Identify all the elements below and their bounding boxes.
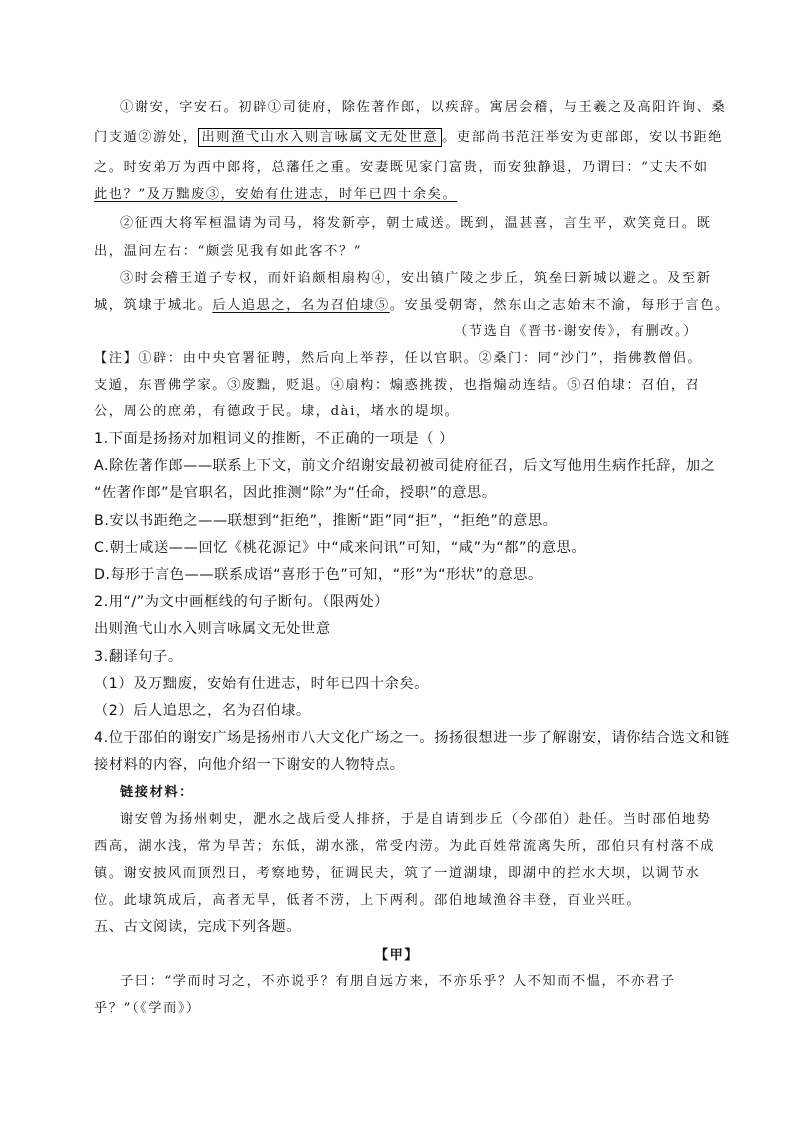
underlined-sentence: 后人追思之，名为召伯埭⑤ [212, 298, 390, 313]
passage-p2-line1: ②征西大将军桓温请为司马，将发新亭，朝士咸送。既到，温甚喜，言生平，欢笑竟日。既 [120, 216, 712, 231]
notes-line1: 【注】①辟：由中央官署征聘，然后向上举荐，任以官职。②桑门：同“沙门”，指佛教僧侣。 [94, 351, 703, 366]
passage-p3-line2 [94, 294, 730, 313]
passage-source: （节选自《晋书·谢安传》，有删改。） [454, 324, 698, 339]
question-1-option-b: B.安以书距绝之——联想到“拒绝”，推断“距”同“拒”，“拒绝”的意思。 [94, 513, 558, 529]
question-4-line2: 接材料的内容，向他介绍一下谢安的人物特点。 [94, 757, 405, 773]
link-material-heading: 链接材料： [120, 785, 194, 800]
question-3: 3.翻译句子。 [94, 649, 183, 665]
question-3-item-2: （2）后人追思之，名为召伯埭。 [94, 703, 311, 719]
passage-p1-line3: 之。时安弟万为西中郎将，总藩任之重。安妻既见家门富贵，而安独静退，乃谓曰：“丈夫不如 [94, 160, 709, 175]
link-material-line4: 位。此埭筑成后，高者无旱，低者不涝，上下两利。邵伯地域渔谷丰登，百业兴旺。 [94, 893, 642, 908]
question-3-item-1: （1）及万黜废，安始有仕进志，时年已四十余矣。 [94, 676, 429, 692]
link-material-line2: 西高，湖水浅，常为旱苦；东低，湖水涨，常受内涝。为此百姓常流离失所，邵伯只有村落不成 [94, 839, 716, 854]
notes-line2: 支遁，东晋佛学家。③废黜，贬退。④扇构：煽惑挑拨，也指煽动连结。⑤召伯埭：召伯，召 [94, 378, 701, 393]
passage-p3-line2-start: 城，筑埭于城北。 [94, 298, 213, 313]
passage-p1-line2-end: 。吏部尚书范汪举安为吏部郎，安以书距绝 [442, 130, 724, 145]
link-material-line3: 镇。谢安披风而顶烈日，考察地势，征调民夫，筑了一道湖埭，即湖中的拦水大坝，以调节水 [94, 866, 701, 881]
question-1-option-a-line1: A.除佐著作郎——联系上下文，前文介绍谢安最初被司徒府征召，后文写他用生病作托辞，加之 [94, 458, 716, 474]
passage-p1-line1: ①谢安，字安石。初辟①司徒府，除佐著作郎，以疾辞。寓居会稽，与王羲之及高阳许询、桑 [120, 100, 727, 115]
boxed-sentence: 出则渔弋山水入则言咏属文无处世意 [198, 128, 443, 147]
section-5-jia-heading: 【甲】 [374, 948, 420, 963]
passage-p3-line2-end: 。安虽受朝寄，然东山之志始末不渝，每形于言色。 [389, 298, 730, 313]
section-5-jia-line2: 乎？”（《学而》） [94, 1001, 201, 1016]
notes-line3: 公，周公的庶弟，有德政于民。埭，dài，堵水的堤坝。 [94, 404, 460, 419]
question-1-option-d: D.每形于言色——联系成语“喜形于色”可知，“形”为“形状”的意思。 [94, 567, 543, 583]
section-5-jia-line1: 子曰：“学而时习之，不亦说乎？有朋自远方来，不亦乐乎？人不知而不愠，不亦君子 [120, 974, 676, 989]
passage-p1-line4-underlined: 此也？”及万黜废③，安始有仕进志，时年已四十余矣。 [94, 187, 458, 202]
question-2: 2.用“/”为文中画框线的句子断句。（限两处） [94, 594, 390, 610]
section-5-title: 五、古文阅读，完成下列各题。 [94, 919, 302, 935]
question-1: 1.下面是扬扬对加粗词义的推断，不正确的一项是（ ） [94, 431, 454, 447]
passage-p1-line2 [94, 126, 723, 145]
passage-p2-line2: 出，温问左右：“颇尝见我有如此客不？” [94, 244, 363, 259]
passage-p1-line2-start: 门支遁②游处， [94, 130, 198, 145]
question-1-option-a-line2: “佐著作郎”是官职名，因此推测“除”为“任命，授职”的意思。 [94, 485, 497, 501]
link-material-line1: 谢安曾为扬州刺史，淝水之战后受人排挤，于是自请到步丘（今邵伯）赴任。当时邵伯地势 [120, 812, 712, 827]
question-4-line1: 4.位于邵伯的谢安广场是扬州市八大文化广场之一。扬扬很想进一步了解谢安，请你结合选文和链 [94, 730, 730, 746]
question-2-sentence: 出则渔弋山水入则言咏属文无处世意 [94, 621, 331, 637]
question-1-option-c: C.朝士咸送——回忆《桃花源记》中“咸来问讯”可知，“咸”为“都”的意思。 [94, 540, 587, 556]
passage-p3-line1: ③时会稽王道子专权，而奸谄颇相扇构④，安出镇广陵之步丘，筑垒曰新城以避之。及至新 [120, 271, 712, 286]
